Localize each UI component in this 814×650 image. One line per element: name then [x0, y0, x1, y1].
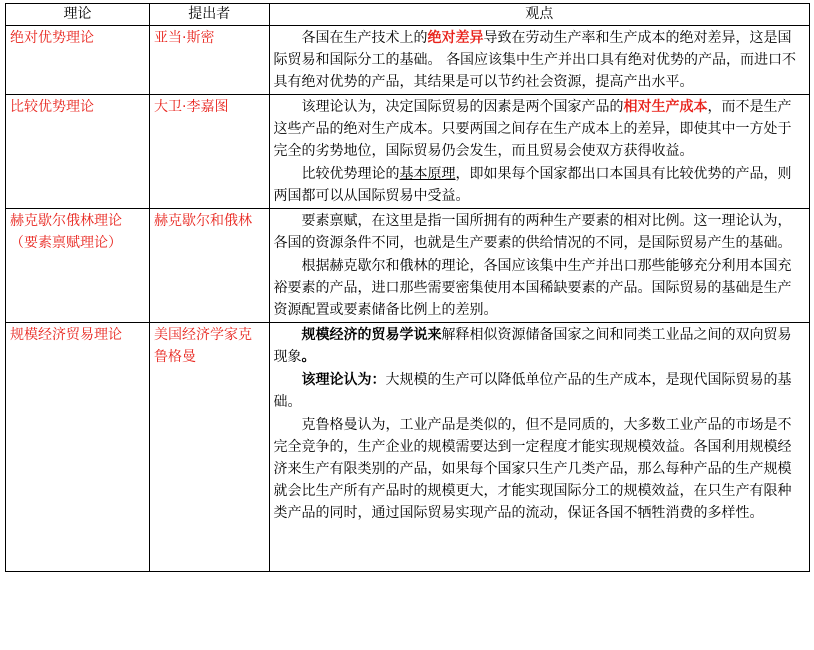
header-theory: 理论 [6, 4, 150, 26]
proponent-cell: 美国经济学家克鲁格曼 [150, 323, 270, 572]
viewpoint-paragraph [274, 414, 805, 524]
viewpoint-cell [269, 209, 809, 323]
header-viewpoint: 观点 [269, 4, 809, 26]
text-run: 。 [301, 349, 316, 365]
proponent-cell: 赫克歇尔和俄林 [150, 209, 270, 323]
text-run: 要素禀赋，在这里是指一国所拥有的两种生产要素的相对比例。这一理论认为，各国的资源条件不同，也就是生产要素的供给情况的不同，是国际贸易产生的基础。 [273, 213, 792, 251]
text-run: 相对生产成本 [623, 99, 708, 115]
text-run: 该理论认为： [301, 372, 386, 388]
viewpoint-paragraph [274, 163, 805, 207]
text-run: ，而不是生产这些产品的绝对生产成本。只要两国之间存在生产成本上的差异，即使其中一方处于完全的劣势地位，国际贸易仍会发生，而且贸易会使双方获得收益。 [273, 99, 792, 159]
viewpoint-paragraph [274, 255, 805, 321]
viewpoint-cell [269, 26, 809, 95]
text-run: 根据赫克歇尔和俄林的理论，各国应该集中生产并出口那些能够充分利用本国充裕要素的产品，进口那些需要密集使用本国稀缺要素的产品。国际贸易的基础是生产资源配置或要素储备比例上的差别。 [273, 258, 792, 318]
text-run: 规模经济的贸易学说来 [301, 327, 442, 343]
table-row [6, 209, 810, 323]
trade-theories-table [5, 3, 810, 572]
theory-cell: 绝对优势理论 [6, 26, 150, 95]
viewpoint-cell [269, 323, 809, 572]
text-run: 比较优势理论的 [301, 166, 400, 182]
text-run: 基本原理 [399, 166, 456, 182]
viewpoint-paragraph [274, 369, 805, 413]
proponent-cell: 大卫·李嘉图 [150, 95, 270, 209]
text-run: 该理论认为，决定国际贸易的因素是两个国家产品的 [301, 99, 624, 115]
theory-cell: 赫克歇尔俄林理论（要素禀赋理论） [6, 209, 150, 323]
text-run: 克鲁格曼认为，工业产品是类似的，但不是同质的，大多数工业产品的市场是不完全竞争的，生产企业的规模需要达到一定程度才能实现规模效益。各国利用规模经济来生产有限类别的产品，如果每个国家只生产几类产品，那么每种产品的生产规模就会比生产所有产品时的规模更大，才能实现国际分工的规模效益，在只生产有限种类产品的同时，通过国际贸易实现产品的流动，保证各国不牺牲消费的多样性。 [273, 417, 792, 521]
text-run: ，即如果每个国家都出口本国具有比较优势的产品，则两国都可以从国际贸易中受益。 [273, 166, 792, 204]
header-proponent: 提出者 [150, 4, 270, 26]
viewpoint-paragraph [274, 210, 805, 254]
text-run: 大规模的生产可以降低单位产品的生产成本，是现代国际贸易的基础。 [273, 372, 792, 410]
text-run: 解释相似资源储备国家之间和同类工业品之间的双向贸易现象 [273, 327, 792, 365]
table-row [6, 95, 810, 209]
proponent-cell: 亚当·斯密 [150, 26, 270, 95]
table-row [6, 323, 810, 572]
viewpoint-paragraph [274, 324, 805, 368]
viewpoint-paragraph [274, 96, 805, 162]
text-run: 各国在生产技术上的 [301, 30, 428, 46]
viewpoint-cell [269, 95, 809, 209]
header-row [6, 4, 810, 26]
theory-cell: 比较优势理论 [6, 95, 150, 209]
theory-cell: 规模经济贸易理论 [6, 323, 150, 572]
text-run: 导致在劳动生产率和生产成本的绝对差异，这是国际贸易和国际分工的基础。 各国应该集中生产并出口具有绝对优势的产品，而进口不具有绝对优势的产品，其结果是可以节约社会资源，提高产出水平。 [273, 30, 796, 90]
table-row [6, 26, 810, 95]
viewpoint-paragraph [274, 27, 805, 93]
text-run: 绝对差异 [427, 30, 484, 46]
